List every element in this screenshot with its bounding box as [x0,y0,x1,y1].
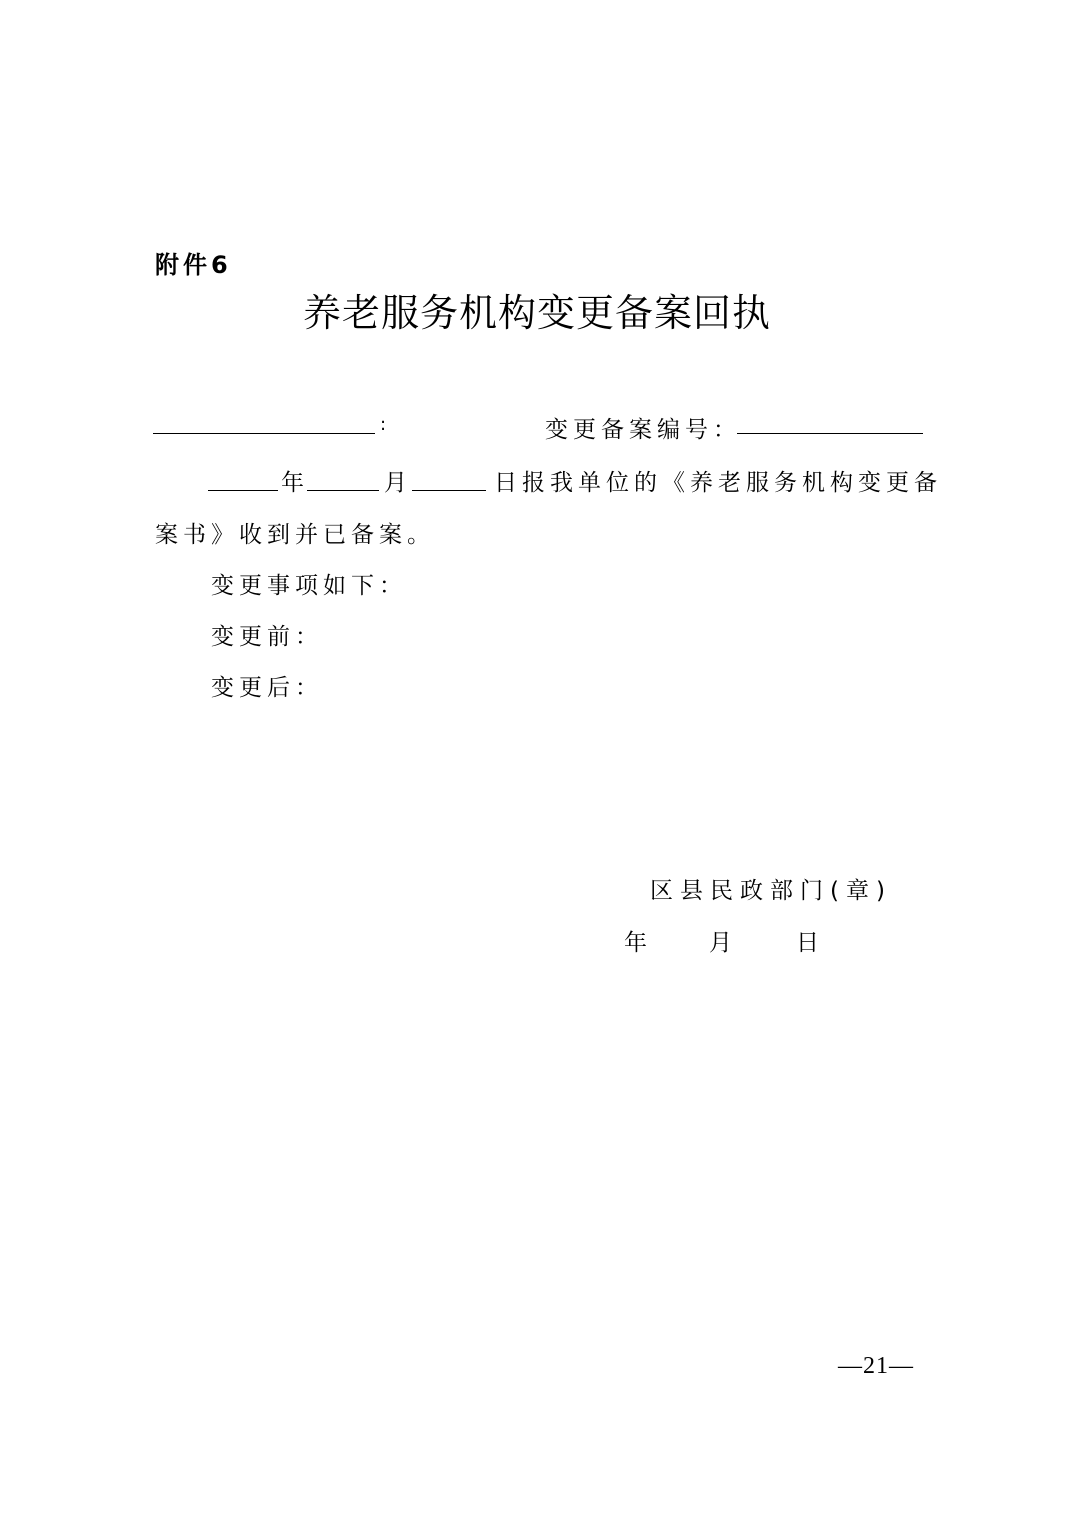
page-number: —21— [838,1353,914,1379]
body-line-2: 案书》收到并已备案。 [155,522,435,548]
filing-number-blank[interactable] [737,433,923,434]
recipient-colon: : [380,414,387,435]
changes-heading: 变更事项如下： [211,573,407,599]
day-blank[interactable] [412,490,486,491]
sign-month: 月 [709,930,737,956]
filing-number-label: 变更备案编号： [545,417,741,443]
month-text: 月 [384,470,412,496]
year-blank[interactable] [208,490,278,491]
sign-year: 年 [624,930,652,956]
year-text: 年 [281,470,309,496]
sign-day: 日 [796,930,824,956]
authority-seal: 区县民政部门(章) [650,878,892,904]
body-line-1: 日报我单位的《养老服务机构变更备 [494,470,942,496]
before-label: 变更前： [211,624,323,650]
attachment-label: 附件6 [155,251,232,279]
recipient-blank[interactable] [153,433,375,434]
document-title: 养老服务机构变更备案回执 [302,291,771,335]
after-label: 变更后： [211,675,323,701]
month-blank[interactable] [307,490,379,491]
